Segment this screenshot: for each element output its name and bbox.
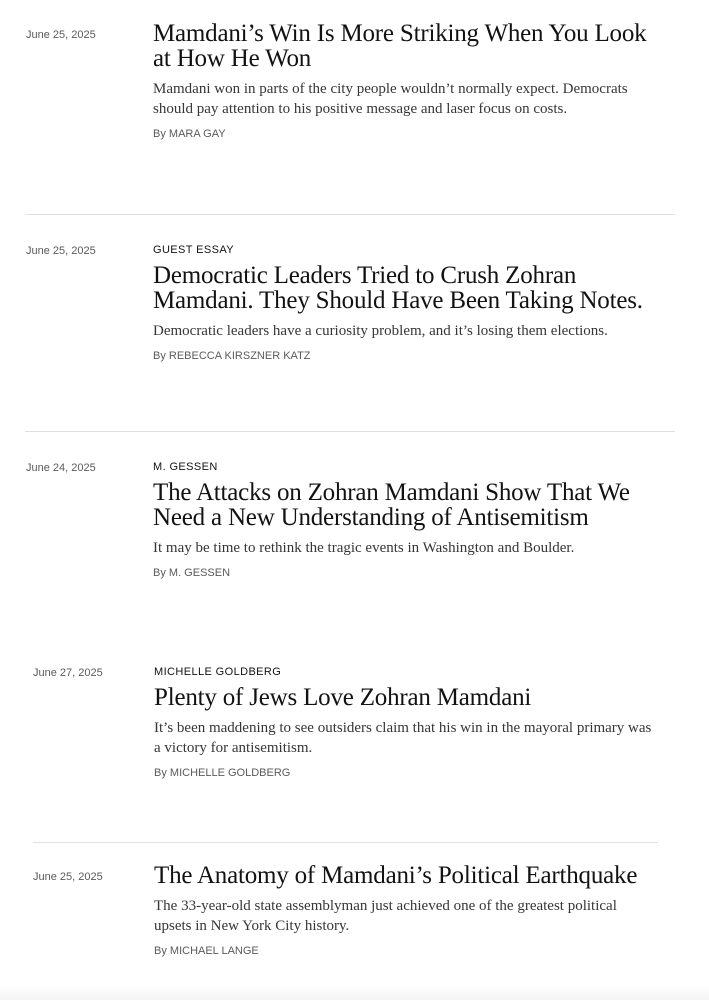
article-content: [153, 461, 663, 580]
article-content: [154, 666, 654, 780]
article-content: [153, 244, 663, 363]
article-headline[interactable]: The Attacks on Zohran Mamdani Show That We Need a New Understanding of Antisemitism: [153, 479, 630, 531]
article-byline: [153, 567, 663, 580]
article-byline: [154, 767, 654, 780]
byline-author[interactable]: MARA GAY: [168, 128, 226, 140]
byline-author[interactable]: MICHELLE GOLDBERG: [169, 767, 291, 779]
article-divider: [33, 842, 658, 843]
article-summary: The 33-year-old state assemblyman just achieved one of the greatest political upsets in New York City history.: [154, 898, 617, 934]
article-summary: It’s been maddening to see outsiders claim that his win in the mayoral primary was a victory for antisemitism.: [154, 720, 652, 756]
byline-prefix: By: [153, 128, 166, 140]
article-date: June 25, 2025: [33, 871, 103, 883]
article-date: June 25, 2025: [26, 29, 96, 41]
article-byline: [153, 128, 663, 141]
article-summary: It may be time to rethink the tragic events in Washington and Boulder.: [153, 540, 575, 556]
article-date: June 27, 2025: [33, 667, 103, 679]
article-summary: Mamdani won in parts of the city people wouldn’t normally expect. Democrats should pay attention to his positive message and laser focus on costs.: [153, 81, 628, 117]
article-date: June 25, 2025: [26, 245, 96, 257]
article-content: [154, 863, 654, 958]
byline-author[interactable]: M. GESSEN: [168, 567, 231, 579]
byline-author[interactable]: MICHAEL LANGE: [169, 945, 259, 957]
byline-author[interactable]: REBECCA KIRSZNER KATZ: [168, 350, 311, 362]
article-headline[interactable]: Democratic Leaders Tried to Crush Zohran Mamdani. They Should Have Been Taking Notes.: [153, 262, 643, 314]
article-byline: [153, 350, 663, 363]
article-summary: Democratic leaders have a curiosity problem, and it’s losing them elections.: [153, 323, 608, 339]
article-headline[interactable]: Plenty of Jews Love Zohran Mamdani: [154, 684, 532, 711]
article-date: June 24, 2025: [26, 462, 96, 474]
byline-prefix: By: [153, 350, 166, 362]
article-byline: [154, 945, 654, 958]
byline-prefix: By: [154, 945, 167, 957]
byline-prefix: By: [153, 567, 166, 579]
article-kicker[interactable]: M. GESSEN: [153, 461, 218, 473]
article-headline[interactable]: Mamdani’s Win Is More Striking When You Look at How He Won: [153, 20, 647, 72]
article-headline[interactable]: The Anatomy of Mamdani’s Political Earthquake: [154, 862, 638, 889]
article-content: [153, 21, 663, 141]
article-kicker[interactable]: MICHELLE GOLDBERG: [154, 666, 282, 678]
article-kicker[interactable]: GUEST ESSAY: [153, 244, 235, 256]
article-divider: [25, 431, 675, 432]
article-divider: [25, 214, 675, 215]
byline-prefix: By: [154, 767, 167, 779]
bottom-fade: [0, 985, 709, 1000]
